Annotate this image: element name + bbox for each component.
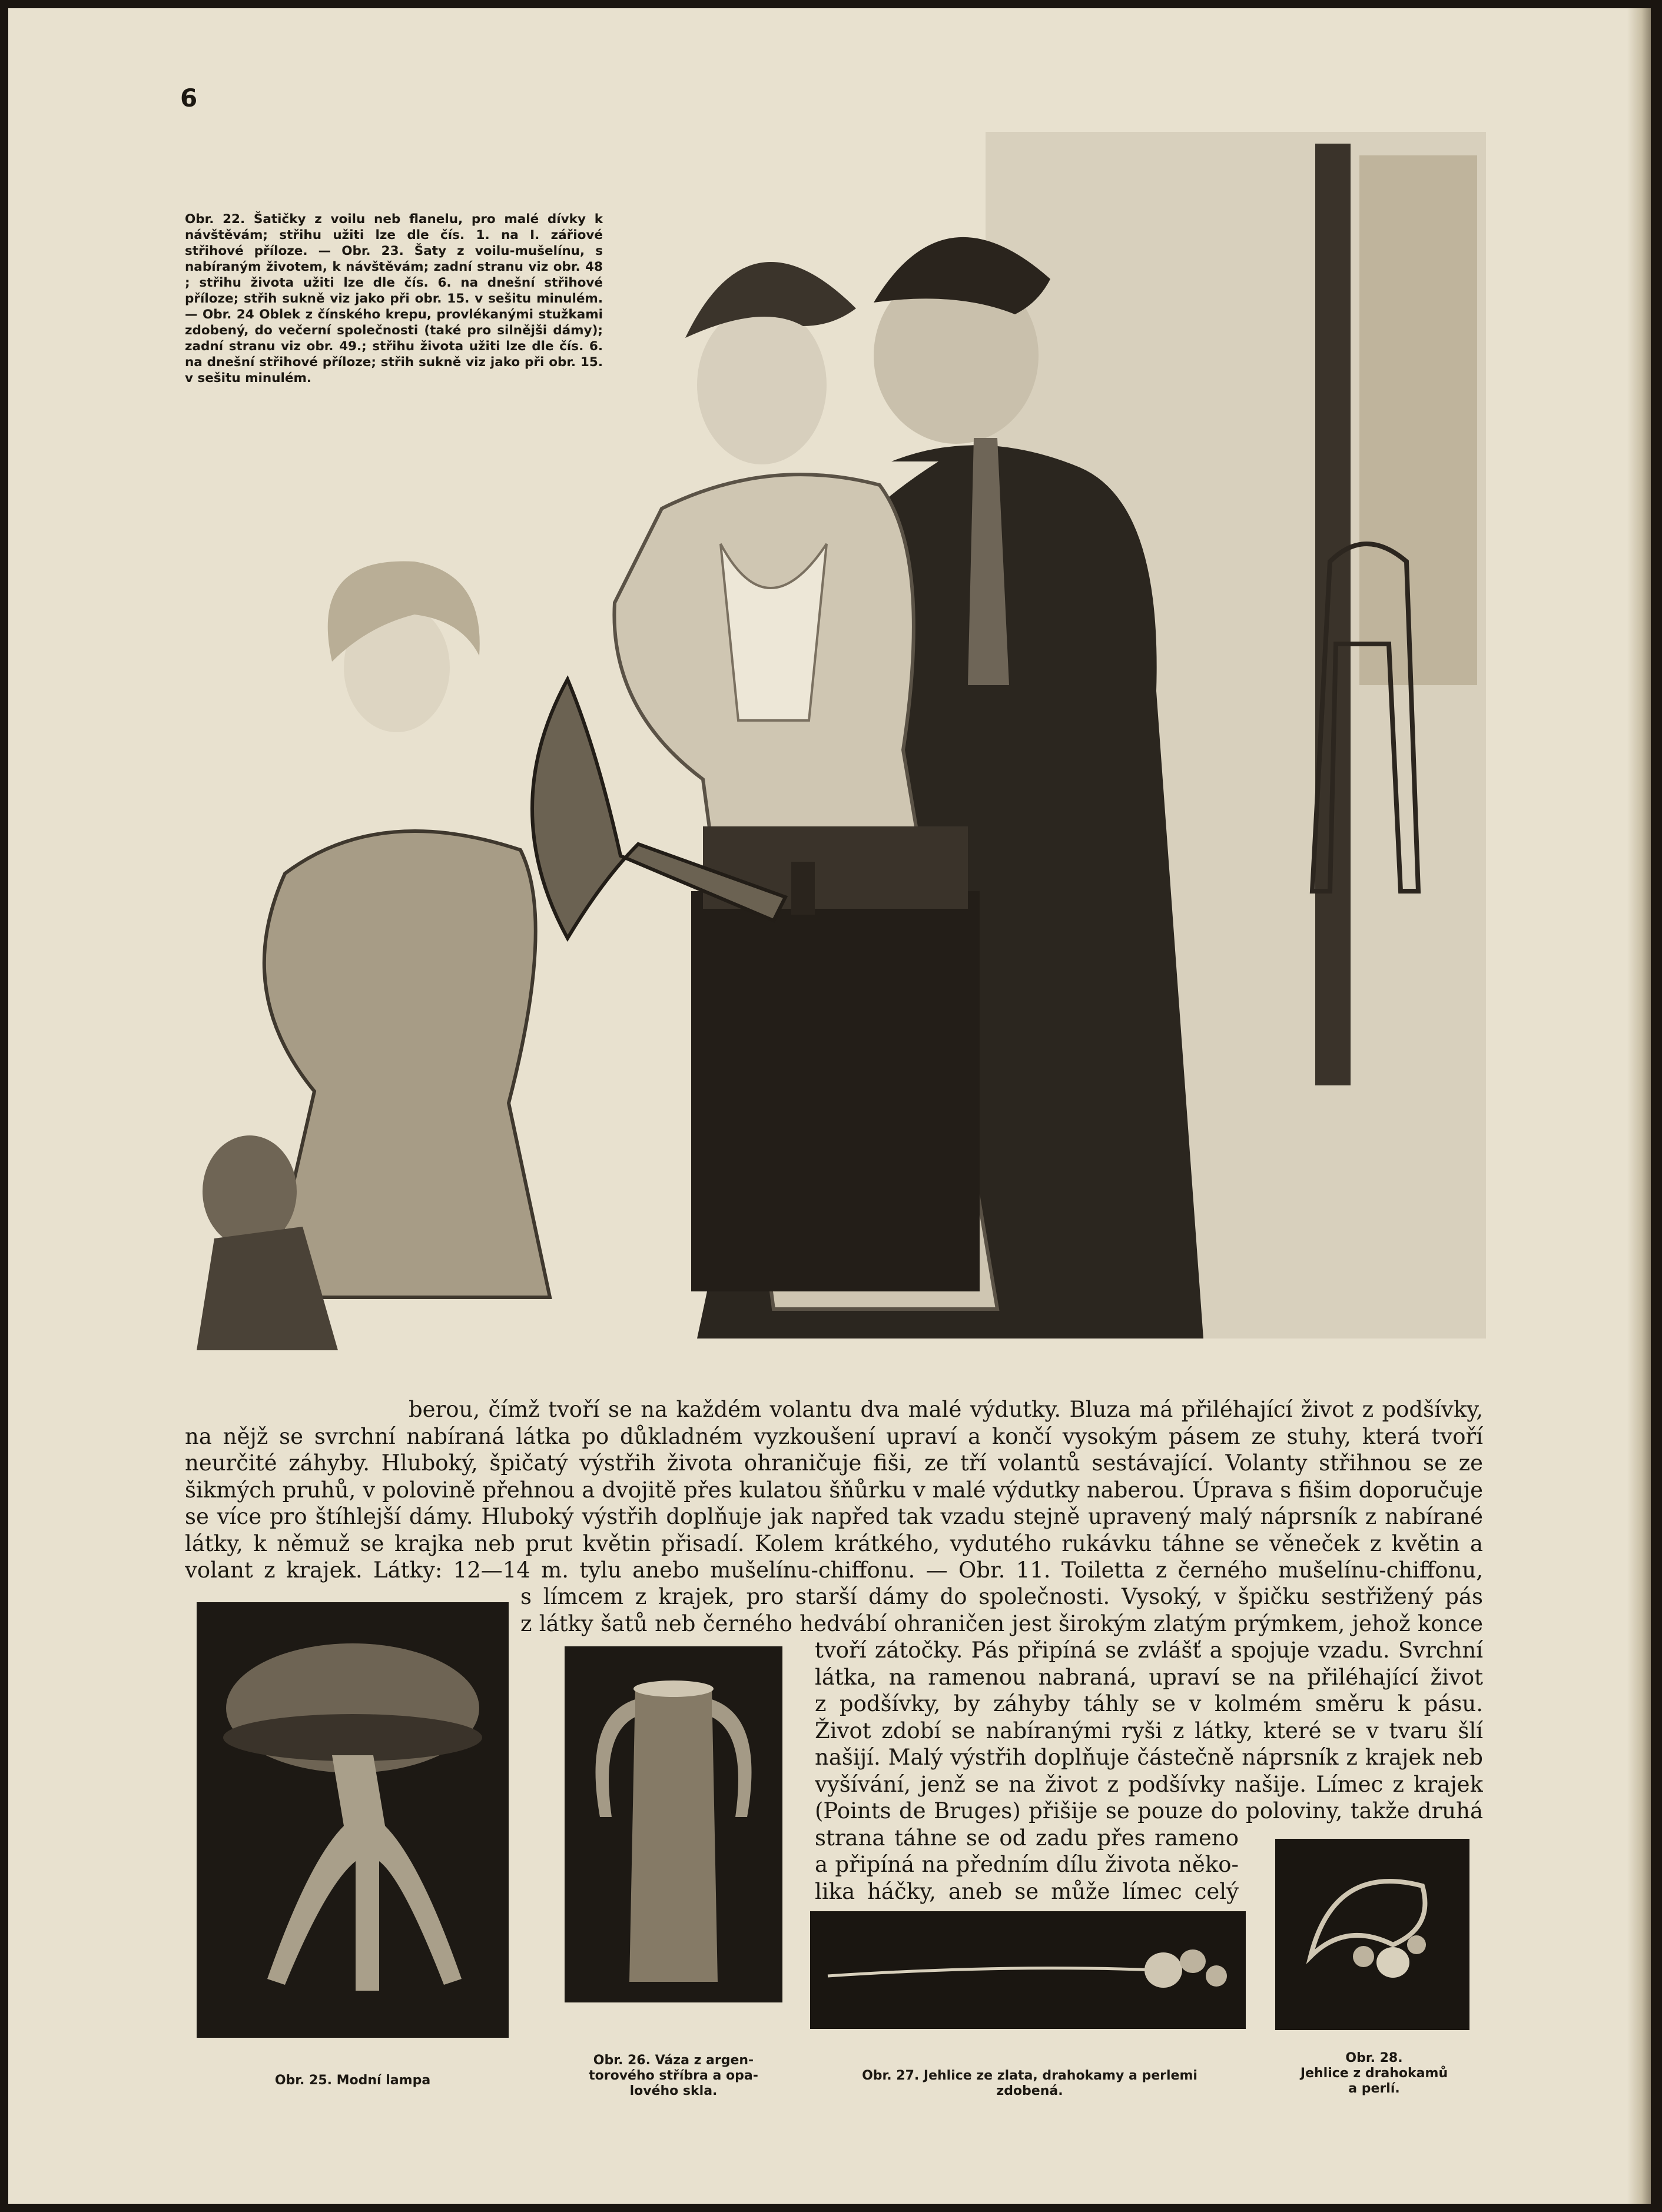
caption-figs-22-24: Obr. 22. Šatičky z voilu neb flanelu, pro malé dívky k návštěvám; střihu užiti lze dle čís. 1. na I. zářiové střihové příloze. — Obr. 23. Šaty z voilu-mušelínu, s nabíraným životem, k návštěvám; zadní stranu viz obr. 48 ; střihu života užiti lze dle čís. 6. na dnešní střihové příloze; střih sukně viz jako při obr. 15. v sešitu minulém. — Obr. 24 Oblek z čínského krepu, provlékanými stužkami zdobený, do večerní společnosti (také pro silnějši dámy); zadní stranu viz obr. 49.; střihu života užiti lze dle čís. 6. na dnešní střihové příloze; střih sukně viz jako při obr. 15. v sešitu minulém. xyxy=(185,212,603,386)
window-frame xyxy=(1315,144,1351,1085)
body-text-mid xyxy=(520,1583,1483,1637)
body-line: šikmých pruhů, v polovině přehnou a dvojitě přes kulatou šňůrku v malé výdutky naberou. Úprava s fišim doporučuje xyxy=(185,1477,1483,1503)
caption-line: lového skla. xyxy=(629,2084,718,2098)
body-line: s límcem z krajek, pro starší dámy do společnosti. Vysoký, v špičku sestřižený pás xyxy=(520,1584,1483,1609)
caption-line: zdobená. xyxy=(996,2084,1063,2098)
body-text-short xyxy=(815,1851,1239,1905)
caption-line: Obr. 28. xyxy=(1345,2051,1403,2065)
caption-line: a perlí. xyxy=(1348,2081,1400,2096)
body-line: našijí. Malý výstřih doplňuje částečně náprsník z krajek neb xyxy=(815,1745,1483,1770)
body-line: a připíná na předním dílu života něko- xyxy=(815,1852,1239,1877)
body-line: berou, čímž tvoří se na každém volantu dva malé výdutky. Bluza má přiléhající život z podšívky, xyxy=(409,1397,1483,1422)
body-line: Život zdobí se nabíranými ryši z látky, které se v tvaru šlí xyxy=(815,1718,1483,1743)
caption-line: Obr. 26. Váza z argen- xyxy=(593,2053,754,2068)
body-line: (Points de Bruges) přišije se pouze do poloviny, takže druhá xyxy=(815,1798,1483,1824)
body-line: volant z krajek. Látky: 12—14 m. tylu anebo mušelínu-chiffonu. — Obr. 11. Toiletta z černého mušelínu-chiffonu, xyxy=(185,1557,1483,1583)
hatpin-illustration xyxy=(810,1911,1246,2029)
body-line: látka, na ramenou nabraná, upraví se na přiléhající život xyxy=(815,1664,1483,1690)
girl-figure xyxy=(197,561,550,1350)
caption-line: Jehlice z drahokamů xyxy=(1300,2066,1448,2081)
vase-illustration xyxy=(565,1646,782,2002)
body-line: na nějž se svrchní nabíraná látka po důkladném vyzkoušení upraví a končí vysokým pásem ze stuhy, která tvoří xyxy=(185,1423,1483,1449)
lamp-illustration xyxy=(197,1602,509,2038)
brooch-illustration xyxy=(1275,1839,1469,2030)
magazine-page xyxy=(8,8,1651,2204)
body-line: z podšívky, by záhyby táhly se v kolmém směru k pásu. xyxy=(815,1691,1483,1716)
fig25-caption: Obr. 25. Modní lampa xyxy=(274,2073,431,2088)
body-text xyxy=(185,1396,1483,1584)
fig28-caption xyxy=(1262,2051,1486,2097)
body-line: tvoří zátočky. Pás připíná se zvlášť a spojuje vzadu. Svrchní xyxy=(815,1638,1483,1663)
body-line: lika háčky, aneb se může límec celý xyxy=(815,1878,1239,1904)
body-line: neurčité záhyby. Hluboký, špičatý výstřih života ohraničuje fiši, ze tří volantů sestávající. Volanty střihnou se ze xyxy=(185,1450,1483,1476)
body-line: z látky šatů neb černého hedvábí ohraničen jest širokým zlatým prýmkem, jehož konce xyxy=(520,1610,1483,1636)
fig27-caption xyxy=(815,2068,1245,2099)
body-line: strana táhne se od zadu přes rameno xyxy=(815,1825,1239,1851)
fig26-caption xyxy=(556,2053,791,2099)
page-number: 6 xyxy=(180,84,198,112)
body-line: látky, k němuž se krajka neb prut květin přisadí. Kolem krátkého, vydutého rukávku táhne se věneček z květin a xyxy=(185,1530,1483,1556)
page-edge xyxy=(1627,8,1651,2204)
caption-line: Obr. 27. Jehlice ze zlata, drahokamy a perlemi xyxy=(862,2068,1197,2083)
fashion-illustration xyxy=(191,132,1486,1350)
caption-line: torového stříbra a opa- xyxy=(589,2068,758,2083)
body-line: se více pro štíhlejší dámy. Hluboký výstřih doplňuje jak napřed tak vzadu stejně upravený malý náprsník z nabírané xyxy=(185,1504,1483,1529)
body-text-right xyxy=(815,1637,1483,1851)
body-line: vyšívání, jenž se na život z podšívky našije. Límec z krajek xyxy=(815,1771,1483,1797)
